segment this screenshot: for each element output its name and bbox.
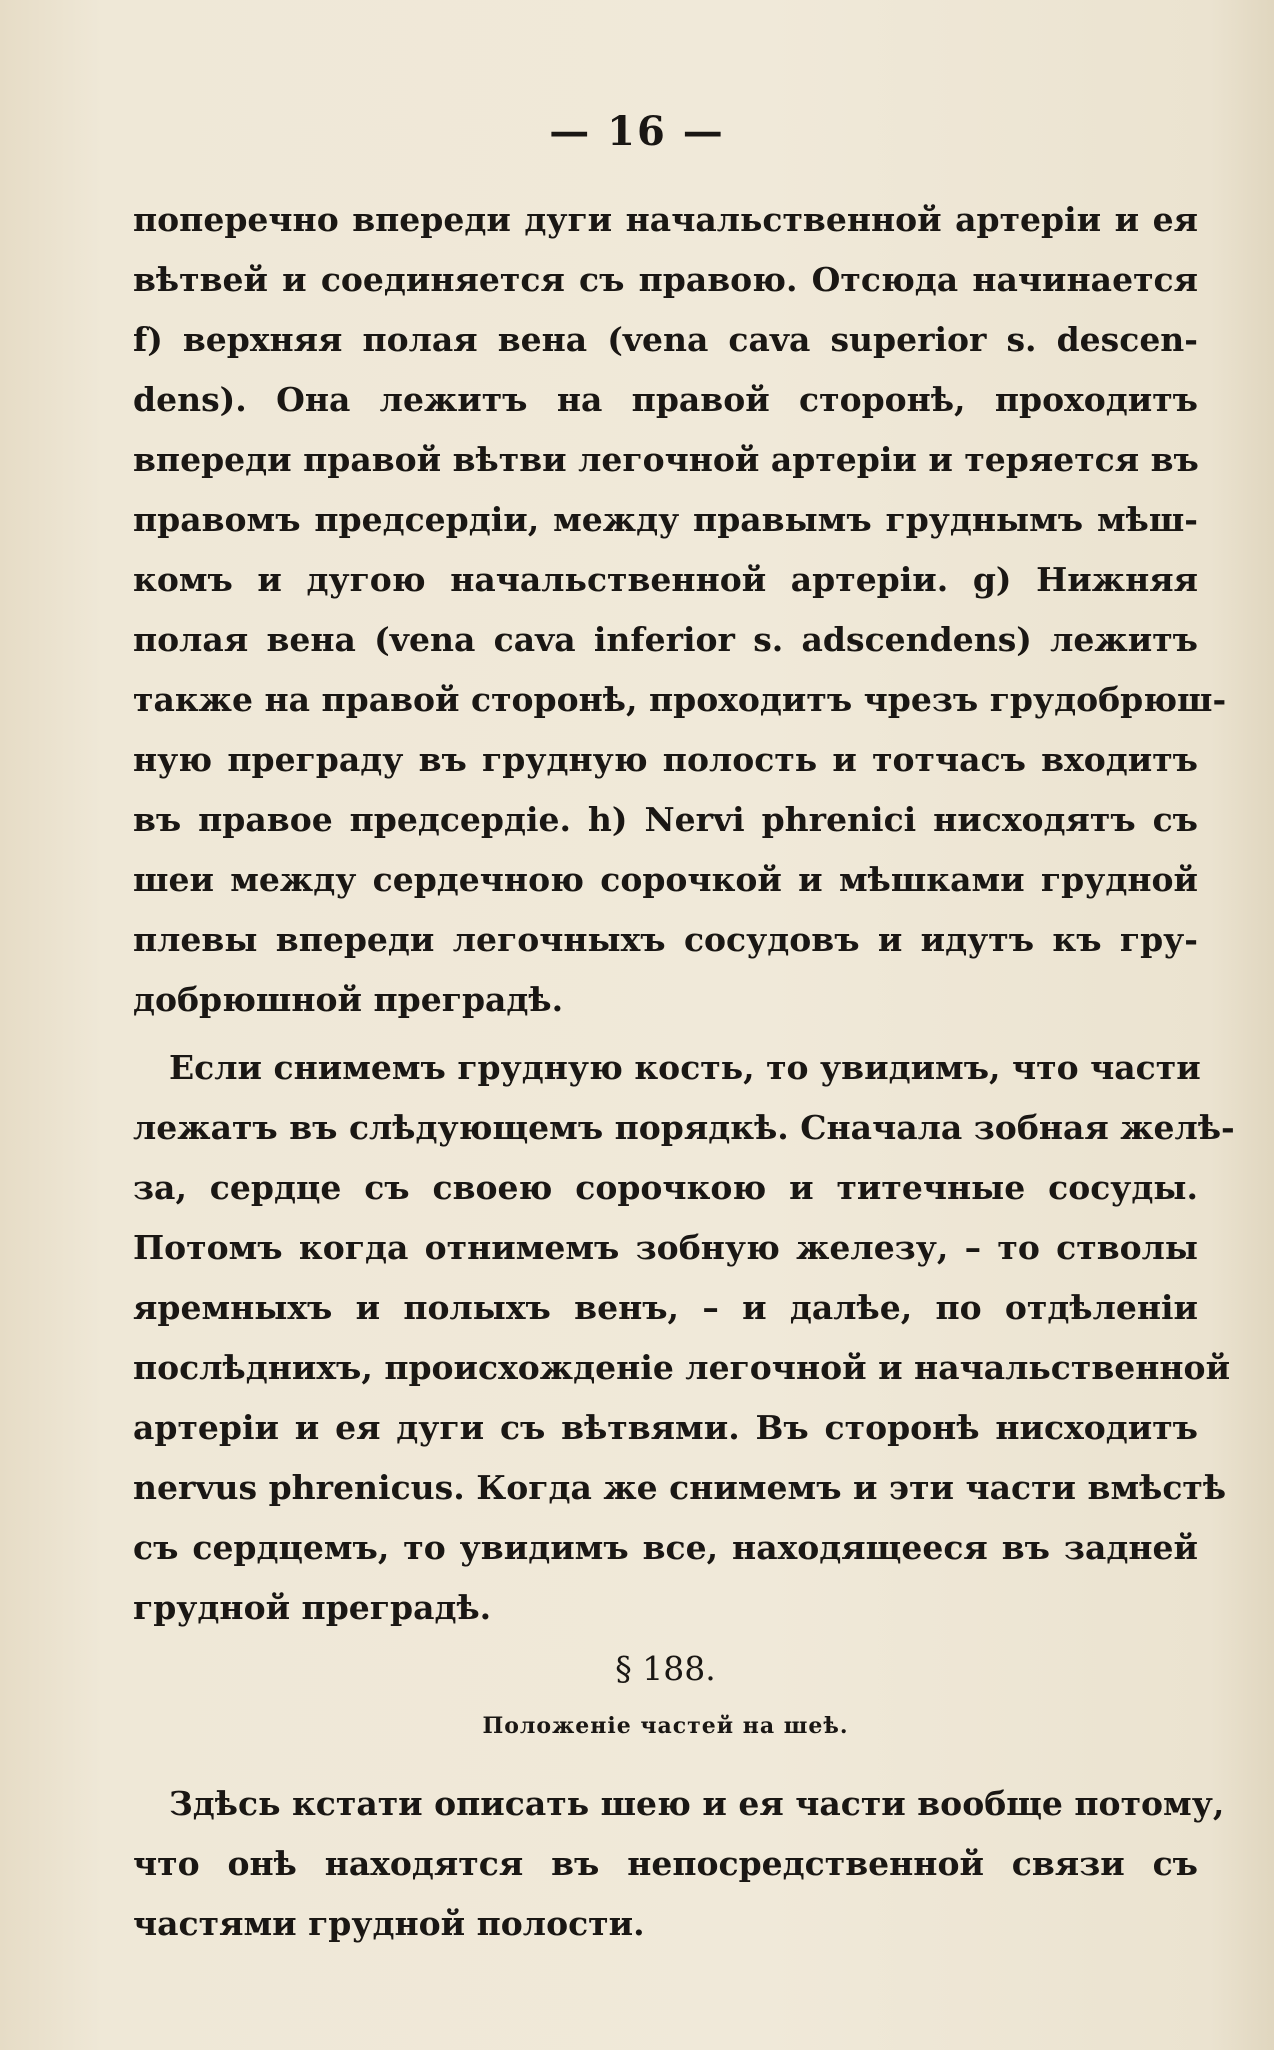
text-line: добрюшной преградѣ. [133, 980, 564, 1019]
text-line: грудной преградѣ. [133, 1588, 492, 1627]
text-line: nervus phrenicus. Когда же снимемъ и эти части вмѣстѣ [133, 1468, 1227, 1507]
text-line: яремныхъ и полыхъ венъ, – и далѣе, по отдѣленіи [133, 1288, 1198, 1327]
paragraph-1 [133, 190, 1227, 1030]
text-line: въ правое предсердіе. h) Nervi phrenici нисходятъ съ [133, 800, 1198, 839]
text-line: что онѣ находятся въ непосредственной связи съ [133, 1844, 1198, 1883]
text-line: артеріи и ея дуги съ вѣтвями. Въ сторонѣ нисходитъ [133, 1408, 1198, 1447]
text-line: полая вена (vena cava inferior s. adscendens) лежитъ [133, 620, 1198, 659]
text-line: лежатъ въ слѣдующемъ порядкѣ. Сначала зобная желѣ- [133, 1108, 1235, 1147]
text-line: dens). Она лежитъ на правой сторонѣ, проходитъ [133, 380, 1198, 419]
text-line: шеи между сердечною сорочкой и мѣшками грудной [133, 860, 1198, 899]
text-line: комъ и дугою начальственной артеріи. g) Нижняя [133, 560, 1198, 599]
text-line: послѣднихъ, происхожденіе легочной и начальственной [133, 1348, 1231, 1387]
text-line: за, сердце съ своею сорочкою и титечные сосуды. [133, 1168, 1198, 1207]
text-line: также на правой сторонѣ, проходитъ чрезъ грудобрюш- [133, 680, 1227, 719]
text-line: правомъ предсердіи, между правымъ груднымъ мѣш- [133, 500, 1198, 539]
text-line: частями грудной полости. [133, 1904, 645, 1943]
text-line: впереди правой вѣтви легочной артеріи и теряется въ [133, 440, 1199, 479]
text-line: поперечно впереди дуги начальственной артеріи и ея [133, 200, 1198, 239]
paragraph-3 [133, 1774, 1225, 1954]
text-line: ную преграду въ грудную полость и тотчасъ входитъ [133, 740, 1198, 779]
text-line: вѣтвей и соединяется съ правою. Отсюда начинается [133, 260, 1198, 299]
text-line: Потомъ когда отнимемъ зобную железу, – то стволы [133, 1228, 1198, 1267]
page-text [133, 190, 1235, 1954]
paragraph-2 [133, 1038, 1235, 1638]
page-number: — 16 — [549, 108, 725, 155]
text-line: съ сердцемъ, то увидимъ все, находящееся въ задней [133, 1528, 1198, 1567]
text-line: плевы впереди легочныхъ сосудовъ и идутъ къ гру- [133, 920, 1198, 959]
section-heading: Положеніе частей на шеѣ. [482, 1713, 849, 1739]
text-line: Если снимемъ грудную кость, то увидимъ, что части [169, 1048, 1201, 1087]
text-line: f) верхняя полая вена (vena cava superior s. descen- [133, 320, 1198, 359]
section-number: § 188. [615, 1649, 716, 1688]
text-line: Здѣсь кстати описать шею и ея части вообще потому, [169, 1784, 1225, 1823]
